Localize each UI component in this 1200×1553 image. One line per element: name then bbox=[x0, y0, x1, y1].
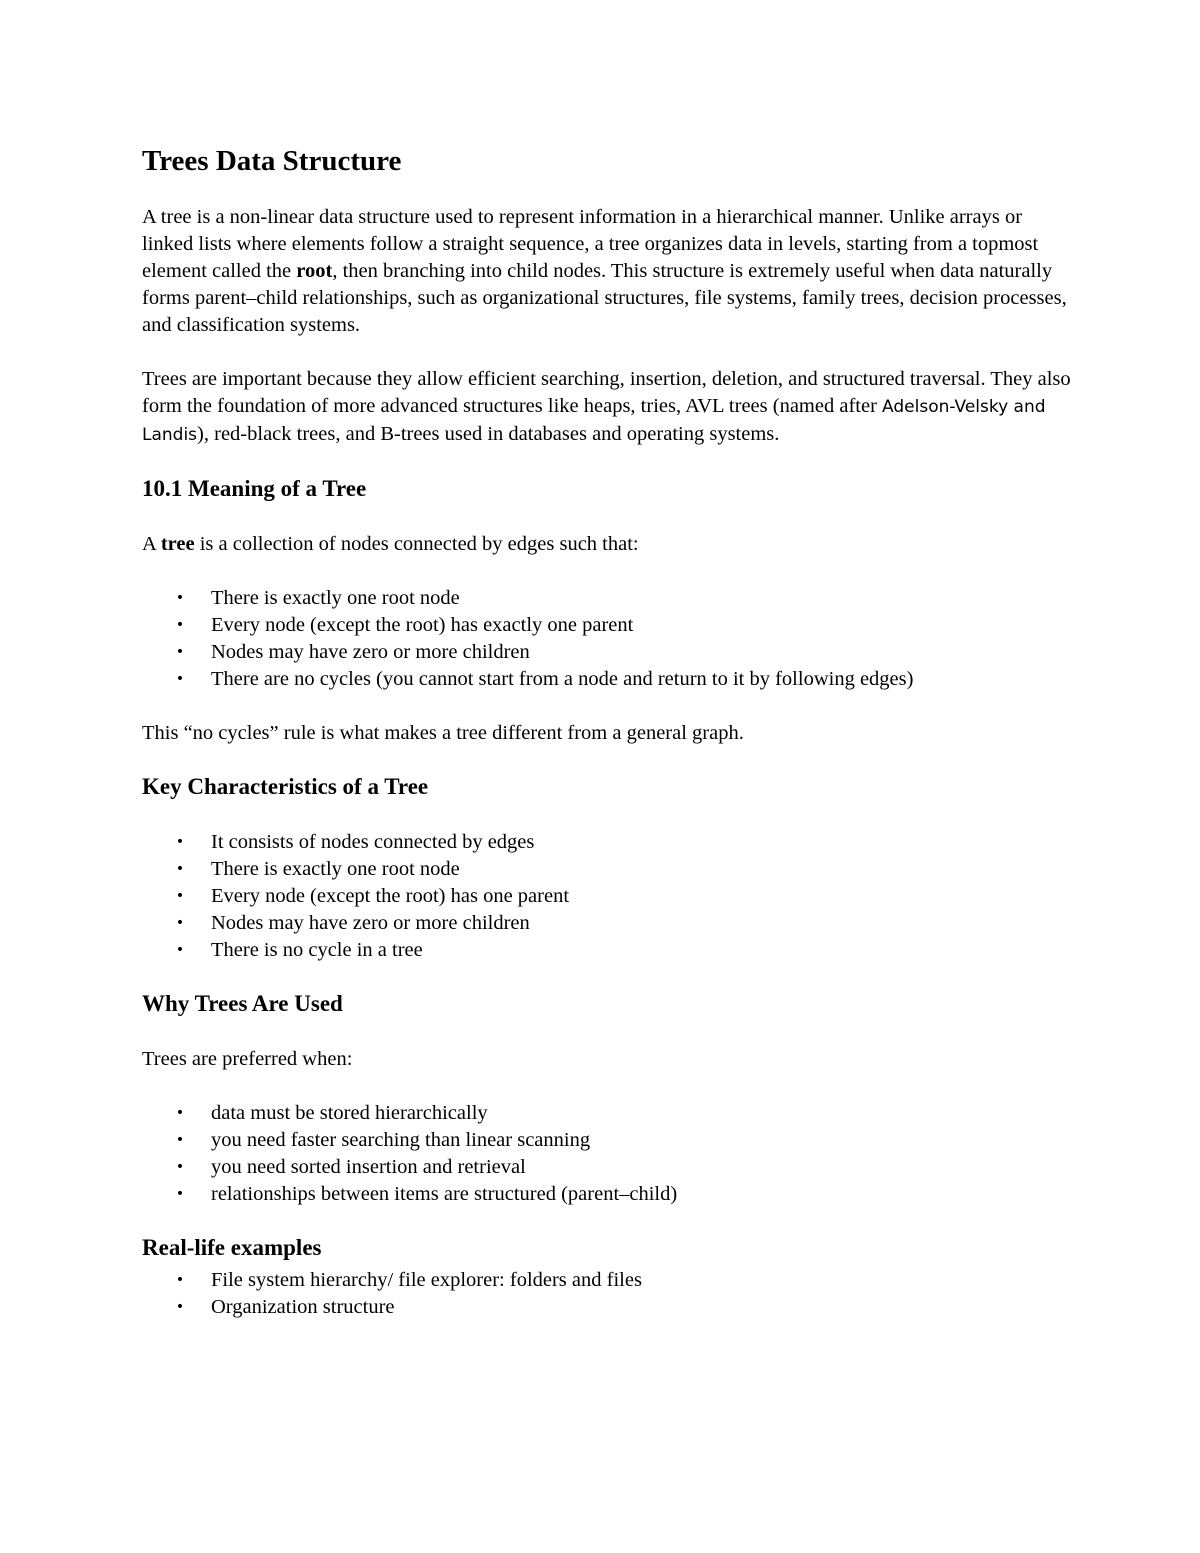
characteristics-list bbox=[142, 829, 1072, 964]
list-item: • There are no cycles (you cannot start from a node and return to it by following edges) bbox=[142, 666, 1072, 693]
list-item: • Nodes may have zero or more children bbox=[142, 910, 1072, 937]
bullet-icon: • bbox=[175, 1105, 185, 1121]
list-item: • Organization structure bbox=[142, 1294, 1072, 1321]
list-item: • There is exactly one root node bbox=[142, 585, 1072, 612]
bullet-icon: • bbox=[175, 1299, 185, 1315]
document-body bbox=[142, 141, 1072, 1321]
bullet-icon: • bbox=[175, 861, 185, 877]
bullet-icon: • bbox=[175, 617, 185, 633]
bullet-icon: • bbox=[175, 1186, 185, 1202]
list-item: • you need sorted insertion and retrieval bbox=[142, 1154, 1072, 1181]
bullet-icon: • bbox=[175, 888, 185, 904]
list-item: • Nodes may have zero or more children bbox=[142, 639, 1072, 666]
list-item: • There is exactly one root node bbox=[142, 856, 1072, 883]
bullet-icon: • bbox=[175, 1159, 185, 1175]
bullet-icon: • bbox=[175, 942, 185, 958]
list-item: • It consists of nodes connected by edges bbox=[142, 829, 1072, 856]
list-item: • There is no cycle in a tree bbox=[142, 937, 1072, 964]
term-root: root bbox=[296, 260, 333, 282]
intro-paragraph-1: A tree is a non-linear data structure used to represent information in a hierarchical manner. Unlike arrays or linked lists where elements follow a straight sequence, a tree organizes data in levels, starting from a topmost element called the root, then branching into child nodes. This structure is extremely useful when data naturally forms parent–child relationships, such as organizational structures, file systems, family trees, decision processes, and classification systems. bbox=[142, 206, 1067, 336]
list-item: • you need faster searching than linear scanning bbox=[142, 1127, 1072, 1154]
bullet-icon: • bbox=[175, 834, 185, 850]
heading-real-life-examples: Real-life examples bbox=[142, 1235, 322, 1260]
list-item: • Every node (except the root) has exactly one parent bbox=[142, 612, 1072, 639]
bullet-icon: • bbox=[175, 1132, 185, 1148]
bullet-icon: • bbox=[175, 644, 185, 660]
why-lead: Trees are preferred when: bbox=[142, 1048, 353, 1070]
examples-list bbox=[142, 1267, 1072, 1321]
meaning-lead: A tree is a collection of nodes connected by edges such that: bbox=[142, 533, 639, 555]
bullet-icon: • bbox=[175, 915, 185, 931]
heading-why-trees-used: Why Trees Are Used bbox=[142, 991, 343, 1016]
no-cycles-note: This “no cycles” rule is what makes a tree different from a general graph. bbox=[142, 722, 744, 744]
list-item: • File system hierarchy/ file explorer: folders and files bbox=[142, 1267, 1072, 1294]
intro-paragraph-2: Trees are important because they allow efficient searching, insertion, deletion, and structured traversal. They also form the foundation of more advanced structures like heaps, tries, AVL trees (named after Adelson-Velsky and Landis), red-black trees, and B-trees used in databases and operating systems. bbox=[142, 368, 1071, 445]
bullet-icon: • bbox=[175, 590, 185, 606]
list-item: • data must be stored hierarchically bbox=[142, 1100, 1072, 1127]
heading-meaning-of-tree: 10.1 Meaning of a Tree bbox=[142, 476, 367, 501]
page-title: Trees Data Structure bbox=[142, 145, 402, 177]
list-item: • relationships between items are structured (parent–child) bbox=[142, 1181, 1072, 1208]
avl-name: Adelson-Velsky and Landis bbox=[142, 397, 1046, 445]
heading-key-characteristics: Key Characteristics of a Tree bbox=[142, 774, 429, 799]
bullet-icon: • bbox=[175, 1272, 185, 1288]
bullet-icon: • bbox=[175, 671, 185, 687]
list-item: • Every node (except the root) has one parent bbox=[142, 883, 1072, 910]
term-tree: tree bbox=[160, 533, 195, 555]
meaning-list bbox=[142, 585, 1072, 693]
why-list bbox=[142, 1100, 1072, 1208]
